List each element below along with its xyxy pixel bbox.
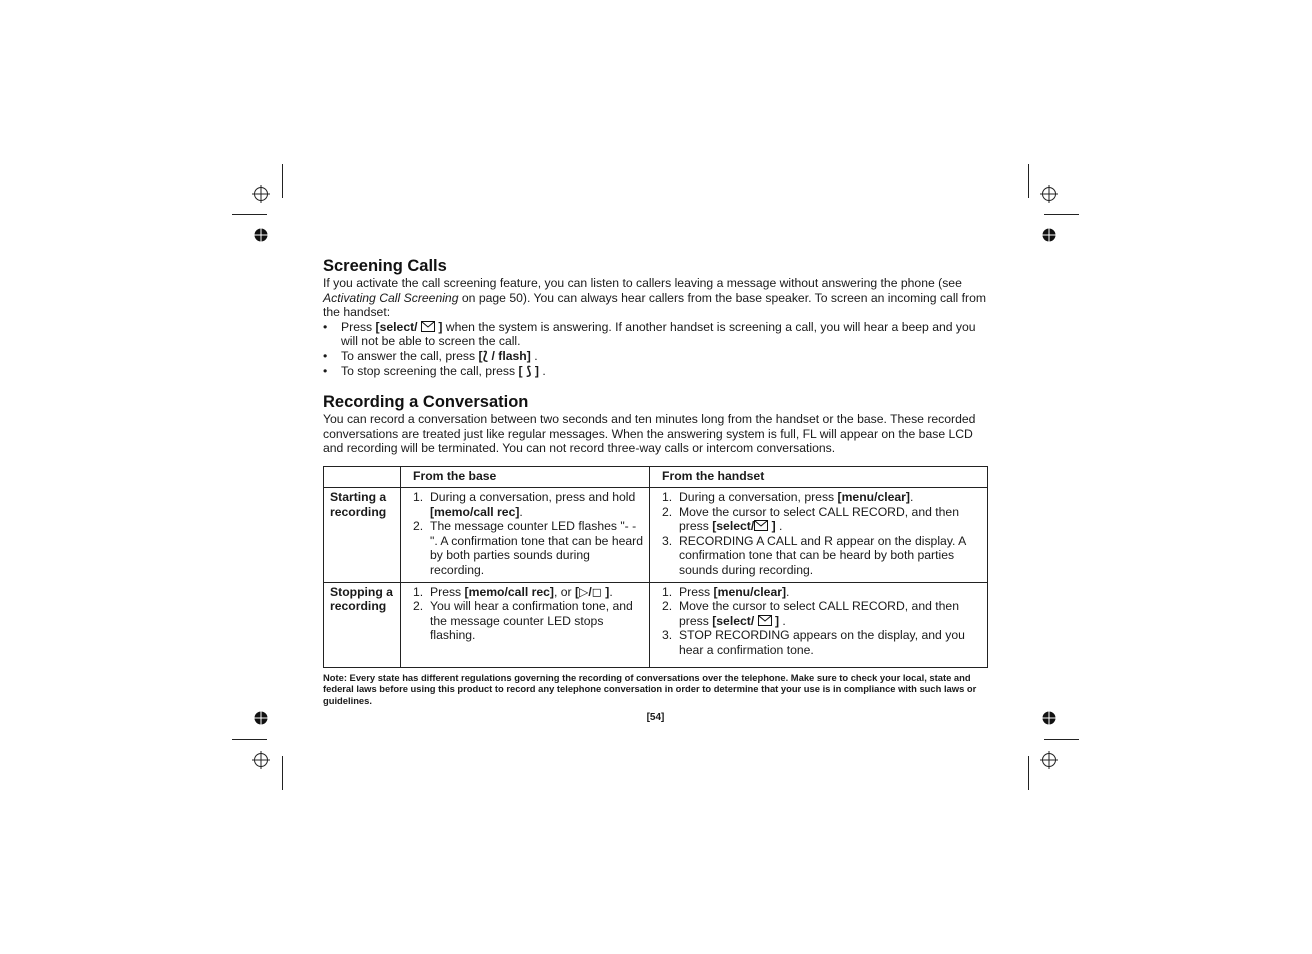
list-item: • Press [select/ ] when the system is answering. If another handset is screening a call, you will hear a beep and you will not be able to screen the call. <box>323 319 976 349</box>
crop-mark <box>232 214 267 215</box>
table-header-row <box>324 466 988 487</box>
list-item: 1. During a conversation, press and hold [memo/call rec]. <box>413 489 636 519</box>
legal-note: Note: Every state has different regulations governing the recording of conversations over the telephone. Make sure to check your local, state and federal laws before using this product to record any telephone conversation in order to determine that your use is in compliance with such laws or guidelines. <box>323 671 977 706</box>
cross-reference: Activating Call Screening <box>323 290 459 305</box>
column-header-handset: From the handset <box>650 466 988 487</box>
crop-mark <box>1044 214 1079 215</box>
manual-page-content <box>323 256 988 723</box>
list-item: 1. Press [menu/clear]. <box>662 584 790 599</box>
envelope-icon <box>754 520 768 531</box>
list-item: 1. During a conversation, press [menu/clear]. <box>662 489 914 504</box>
page-number: [54] <box>646 712 665 724</box>
envelope-icon <box>421 321 435 332</box>
crop-mark <box>282 164 283 198</box>
table-corner-cell <box>324 466 401 487</box>
registration-dot-icon <box>254 228 268 242</box>
recording-intro: You can record a conversation between two seconds and ten minutes long from the handset or the base. These recorded conversations are treated just like regular messages. When the answering system is full, FL will appear on the base LCD and recording will be terminated. You can not record three-way calls or intercom conversations. <box>323 412 976 456</box>
crosshair-icon <box>1040 185 1058 203</box>
crosshair-icon <box>252 185 270 203</box>
section-heading-screening-calls: Screening Calls <box>323 257 447 275</box>
row-label-starting: Starting a recording <box>324 487 401 582</box>
registration-dot-icon <box>1042 711 1056 725</box>
section-heading-recording: Recording a Conversation <box>323 393 529 412</box>
screening-steps <box>323 320 988 378</box>
table-cell <box>650 487 988 582</box>
crop-mark <box>1044 739 1079 740</box>
crop-mark <box>282 756 283 790</box>
screening-intro: If you activate the call screening feature, you can listen to callers leaving a message without answering the phone (see Activating Call Screening on page 50). You can always hear callers from the base speaker. To screen an incoming call from the handset: <box>323 276 987 320</box>
speaker-key-label: [ ⟆ ] <box>518 363 539 378</box>
crop-mark <box>232 739 267 740</box>
registration-dot-icon <box>1042 228 1056 242</box>
crop-mark <box>1028 164 1029 198</box>
row-label-stopping: Stopping a recording <box>324 582 401 667</box>
list-item: 2. The message counter LED flashes "- -". A confirmation tone that can be heard by both parties sounds during recording. <box>413 519 644 577</box>
key-label: [select/ ] <box>375 319 443 334</box>
table-row <box>324 582 988 667</box>
list-item: • To stop screening the call, press [ ⟆ ] . <box>323 363 546 378</box>
list-item: 2. Move the cursor to select CALL RECORD, and then press [select/ ] . <box>662 599 959 628</box>
column-header-base: From the base <box>401 466 650 487</box>
list-item: • To answer the call, press [⟅ / flash] . <box>323 348 538 363</box>
crop-mark <box>1028 756 1029 790</box>
list-item: 3. RECORDING A CALL and R appear on the display. A confirmation tone that can be heard by both parties sounds during recording. <box>662 533 966 577</box>
table-cell <box>401 487 650 582</box>
envelope-icon <box>758 615 772 626</box>
registration-dot-icon <box>254 711 268 725</box>
crosshair-icon <box>252 751 270 769</box>
recording-table <box>323 466 988 668</box>
list-item: 2. Move the cursor to select CALL RECORD, and then press [select/ ] . <box>662 504 959 534</box>
table-row <box>324 487 988 582</box>
list-item: 1. Press [memo/call rec], or [▷/◻ ]. <box>413 584 613 599</box>
list-item: 2. You will hear a confirmation tone, and the message counter LED stops flashing. <box>413 599 633 643</box>
talk-flash-key-label: [⟅ / flash] <box>478 348 531 363</box>
list-item: 3. STOP RECORDING appears on the display, and you hear a confirmation tone. <box>662 628 965 657</box>
table-cell <box>401 582 650 667</box>
table-cell <box>650 582 988 667</box>
crosshair-icon <box>1040 751 1058 769</box>
play-stop-key-label: [▷/◻ ] <box>574 584 610 599</box>
